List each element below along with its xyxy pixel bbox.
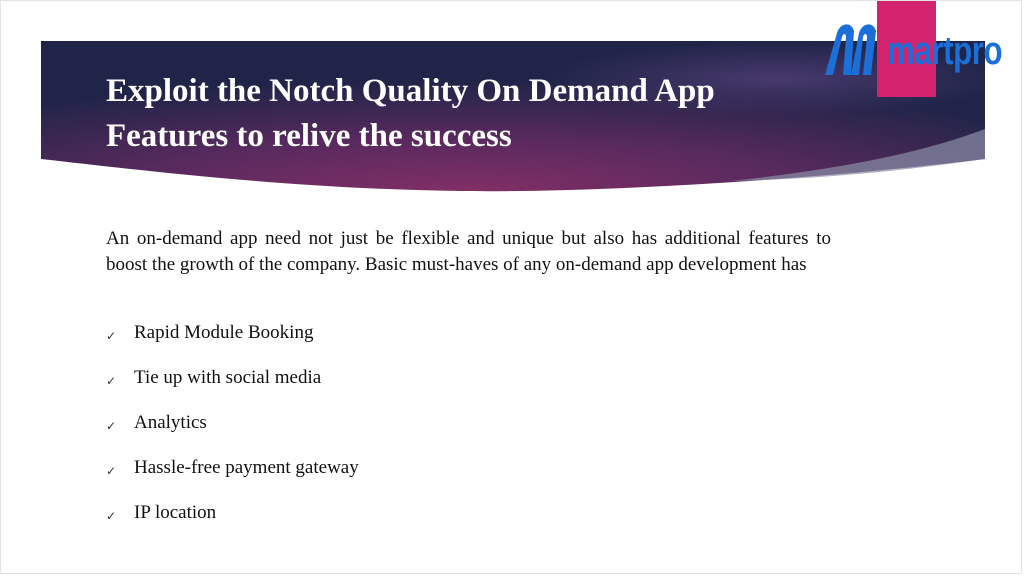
list-item bbox=[106, 355, 359, 400]
list-item bbox=[106, 400, 359, 445]
list-item bbox=[106, 445, 359, 490]
feature-label: Hassle-free payment gateway bbox=[134, 456, 359, 478]
check-icon: ✓ bbox=[106, 463, 117, 478]
list-item bbox=[106, 310, 359, 355]
check-icon: ✓ bbox=[106, 418, 117, 433]
feature-list bbox=[106, 310, 359, 535]
feature-label: Rapid Module Booking bbox=[134, 321, 314, 343]
check-icon: ✓ bbox=[106, 508, 117, 523]
logo-wordmark: martpro bbox=[887, 29, 1003, 73]
check-icon: ✓ bbox=[106, 373, 117, 388]
feature-label: IP location bbox=[134, 501, 217, 523]
title-line-1: Exploit the Notch Quality On Demand App bbox=[106, 73, 715, 109]
title-line-2: Features to relive the success bbox=[106, 118, 512, 154]
feature-label: Analytics bbox=[134, 411, 207, 433]
intro-paragraph: An on-demand app need not just be flexible and unique but also has additional features to boost the growth of the company. Basic must-haves of any on-demand app development has bbox=[106, 228, 831, 275]
martpro-logo bbox=[821, 15, 1011, 85]
slide-title bbox=[106, 69, 836, 159]
list-item bbox=[106, 490, 359, 535]
check-icon: ✓ bbox=[106, 328, 117, 343]
feature-label: Tie up with social media bbox=[134, 366, 322, 388]
